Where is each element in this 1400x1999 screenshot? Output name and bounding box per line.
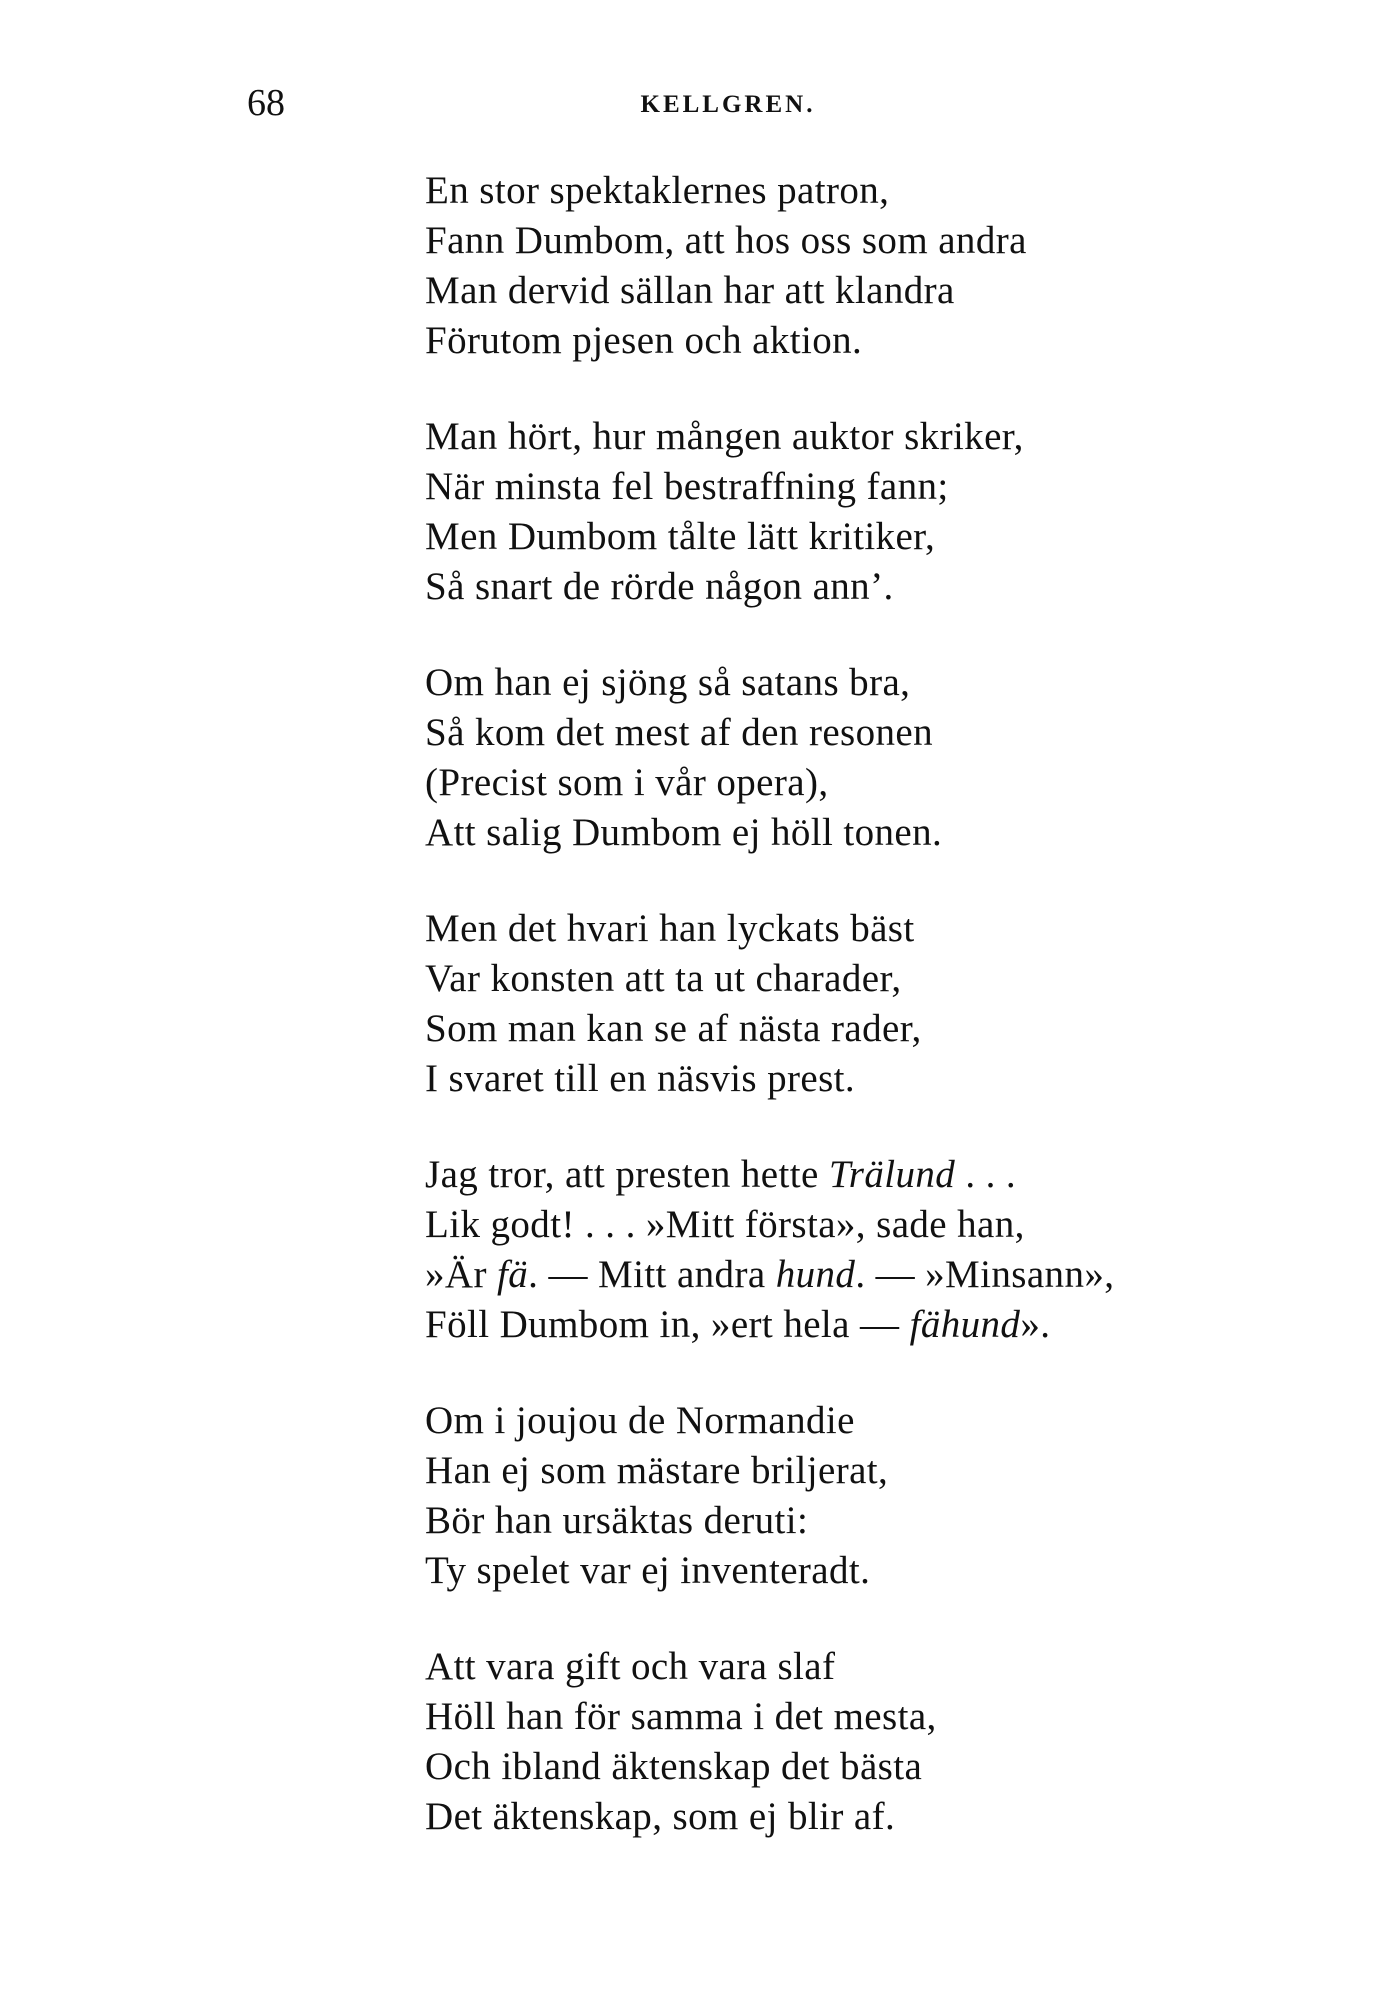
verse-line: »Är fä. — Mitt andra hund. — »Minsann»,	[425, 1253, 1115, 1296]
verse-line: Han ej som mästare briljerat,	[425, 1449, 889, 1492]
stanza	[425, 904, 1325, 1104]
page-number: 68	[247, 82, 285, 124]
verse-line: Att salig Dumbom ej höll tonen.	[425, 811, 943, 854]
italic-word: fä	[497, 1253, 529, 1296]
italic-word: Trälund	[828, 1153, 956, 1196]
stanza	[425, 1642, 1325, 1842]
verse-line: I svaret till en näsvis prest.	[425, 1057, 856, 1100]
verse-line: Men Dumbom tålte lätt kritiker,	[425, 515, 936, 558]
stanza	[425, 658, 1325, 858]
verse-line: Lik godt! . . . »Mitt första», sade han,	[425, 1203, 1025, 1246]
verse-line: Man dervid sällan har att klandra	[425, 269, 955, 312]
stanza	[425, 412, 1325, 612]
verse-line: Som man kan se af nästa rader,	[425, 1007, 922, 1050]
verse-line: Man hört, hur mången auktor skriker,	[425, 415, 1024, 458]
italic-word: hund	[775, 1253, 856, 1296]
verse-line: När minsta fel bestraffning fann;	[425, 465, 949, 508]
verse-line: Om han ej sjöng så satans bra,	[425, 661, 911, 704]
verse-line: Men det hvari han lyckats bäst	[425, 907, 915, 950]
verse-line: Ty spelet var ej inventeradt.	[425, 1549, 871, 1592]
verse-line: Så kom det mest af den resonen	[425, 711, 934, 754]
verse-line: Det äktenskap, som ej blir af.	[425, 1795, 896, 1838]
running-title: KELLGREN.	[640, 91, 816, 118]
stanza	[425, 166, 1325, 366]
stanza	[425, 1396, 1325, 1596]
verse-line: Att vara gift och vara slaf	[425, 1645, 836, 1688]
poem	[425, 166, 1325, 1888]
verse-line: En stor spektaklernes patron,	[425, 169, 890, 212]
verse-line: Fann Dumbom, att hos oss som andra	[425, 219, 1027, 262]
verse-line: (Precist som i vår opera),	[425, 761, 829, 804]
italic-word: fähund	[909, 1303, 1021, 1346]
verse-line: Höll han för samma i det mesta,	[425, 1695, 937, 1738]
verse-line: Jag tror, att presten hette Trälund . . .	[425, 1153, 1017, 1196]
verse-line: Förutom pjesen och aktion.	[425, 319, 863, 362]
verse-line: Så snart de rörde någon ann’.	[425, 565, 894, 608]
verse-line: Föll Dumbom in, »ert hela — fähund».	[425, 1303, 1051, 1346]
verse-line: Och ibland äktenskap det bästa	[425, 1745, 923, 1788]
verse-line: Var konsten att ta ut charader,	[425, 957, 902, 1000]
verse-line: Bör han ursäktas deruti:	[425, 1499, 809, 1542]
verse-line: Om i joujou de Normandie	[425, 1399, 855, 1442]
stanza	[425, 1150, 1325, 1350]
